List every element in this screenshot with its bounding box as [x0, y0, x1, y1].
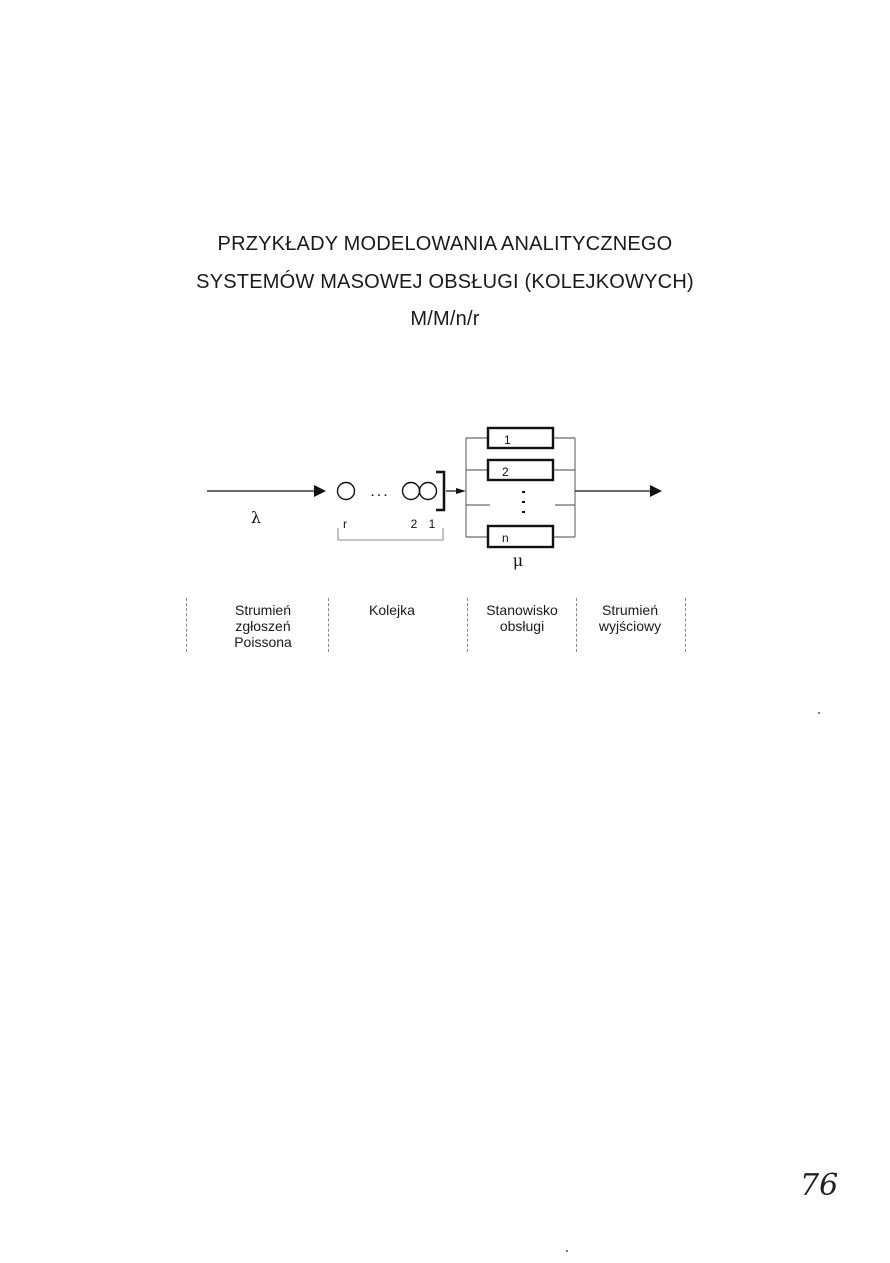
title-line-1: PRZYKŁADY MODELOWANIA ANALITYCZNEGO: [217, 233, 673, 255]
input-arrow: [207, 485, 326, 497]
queue-ellipsis: ...: [370, 483, 390, 500]
queue-slot-r: [338, 483, 355, 500]
label-queue: Kolejka: [369, 602, 415, 618]
scan-speck: [818, 712, 820, 714]
server-fan-out: [553, 438, 575, 537]
server-n-box: [488, 526, 553, 547]
label-output-stream: Strumień wyjściowy: [598, 602, 662, 634]
separator-1: [186, 598, 187, 652]
title-line-2: SYSTEMÓW MASOWEJ OBSŁUGI (KOLEJKOWYCH): [196, 271, 694, 293]
scan-speck: [566, 1250, 568, 1252]
server-fan-in: [466, 438, 490, 537]
server-2-label: 2: [502, 465, 509, 479]
server-1-box: [488, 428, 553, 448]
queue-index-bracket: [338, 528, 443, 540]
label-input-stream: Strumień zgłoszeń Poissona: [234, 602, 292, 650]
separator-2: [328, 598, 329, 652]
queue-end-bracket: [436, 472, 444, 510]
server-1-label: 1: [504, 433, 511, 447]
dispatch-arrow: [446, 488, 466, 494]
service-rate-label: μ: [512, 551, 524, 570]
server-n-label: n: [502, 531, 509, 545]
output-arrow: [575, 485, 662, 497]
queue-index-1: 1: [428, 517, 436, 531]
separator-3: [467, 598, 468, 652]
arrival-rate-label: λ: [250, 508, 262, 527]
server-ellipsis: [522, 491, 525, 513]
label-service-station: Stanowisko obsługi: [486, 602, 558, 634]
page-number: 76: [800, 1168, 839, 1203]
server-2-box: [488, 460, 553, 480]
queue-slot-1: [420, 483, 437, 500]
title-line-3: M/M/n/r: [410, 308, 480, 330]
separator-5: [685, 598, 686, 652]
queue-slot-2: [403, 483, 420, 500]
separator-4: [576, 598, 577, 652]
queue-index-2: 2: [410, 517, 418, 531]
queue-index-r: r: [343, 517, 347, 531]
